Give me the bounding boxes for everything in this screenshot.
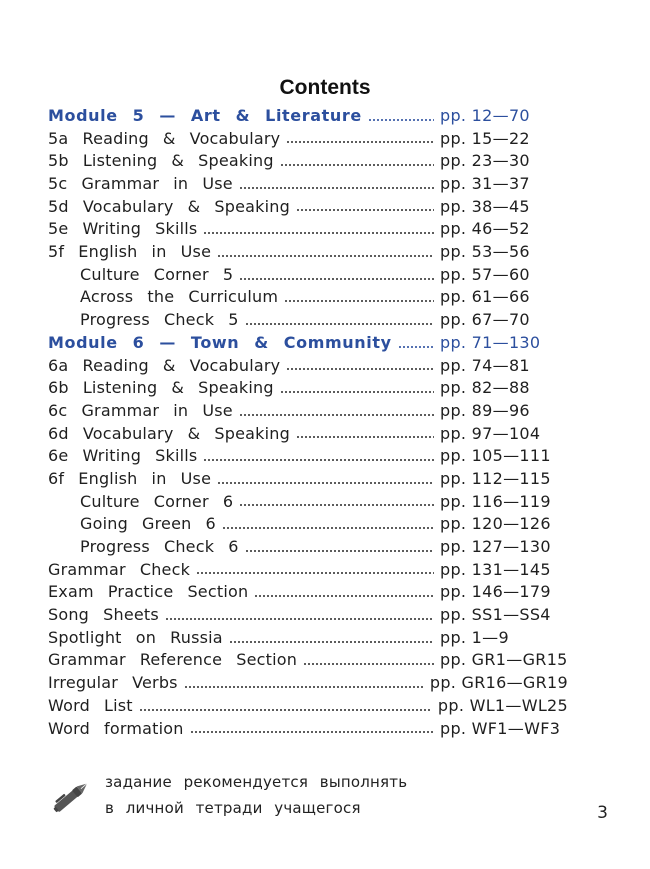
toc-label: Spotlight on Russia xyxy=(48,627,223,647)
toc-label: Module 6 — Town & Community xyxy=(48,332,392,352)
dot-leader xyxy=(217,480,434,486)
toc-row xyxy=(48,196,568,219)
dot-leader xyxy=(296,207,434,213)
toc-label: Across the Curriculum xyxy=(80,287,279,307)
toc-pages: pp. 97—104 xyxy=(440,423,541,443)
toc-row xyxy=(48,513,568,536)
toc-label: 5f English in Use xyxy=(48,242,212,262)
page-number: 3 xyxy=(597,803,608,823)
dot-leader xyxy=(254,593,434,599)
dot-leader xyxy=(280,162,434,168)
toc-label: 5b Listening & Speaking xyxy=(48,151,274,171)
toc-label: 6e Writing Skills xyxy=(48,446,198,466)
toc-row xyxy=(48,423,568,446)
toc-row xyxy=(48,695,568,718)
dot-leader xyxy=(165,616,434,622)
dot-leader xyxy=(280,389,434,395)
toc-pages: pp. 38—45 xyxy=(440,196,530,216)
dot-leader xyxy=(222,525,434,531)
footnote xyxy=(48,770,468,830)
toc-row xyxy=(48,581,568,604)
toc-row xyxy=(48,377,568,400)
toc-label: 5d Vocabulary & Speaking xyxy=(48,196,290,216)
toc-label: Grammar Check xyxy=(48,559,191,579)
dot-leader xyxy=(196,570,434,576)
footnote-line-1: задание рекомендуется выполнять xyxy=(105,773,408,791)
toc-module-row xyxy=(48,332,568,355)
toc-row xyxy=(48,400,568,423)
toc-label: Module 5 — Art & Literature xyxy=(48,105,362,125)
toc-pages: pp. 15—22 xyxy=(440,128,530,148)
dot-leader xyxy=(286,139,434,145)
toc-pages: pp. 46—52 xyxy=(440,219,530,239)
dot-leader xyxy=(303,661,434,667)
toc-row xyxy=(48,468,568,491)
toc-row xyxy=(48,218,568,241)
page-title: Contents xyxy=(279,76,371,99)
toc-label: Grammar Reference Section xyxy=(48,650,298,670)
dot-leader xyxy=(239,276,434,282)
toc-pages: pp. 71—130 xyxy=(440,332,541,352)
toc-label: Exam Practice Section xyxy=(48,582,249,602)
toc-label: 5e Writing Skills xyxy=(48,219,198,239)
toc-label: Culture Corner 5 xyxy=(80,264,234,284)
toc-pages: pp. WF1—WF3 xyxy=(440,718,561,738)
toc-row xyxy=(48,264,568,287)
dot-leader xyxy=(184,684,424,690)
toc-row xyxy=(48,445,568,468)
toc-pages: pp. 74—81 xyxy=(440,355,530,375)
toc-pages: pp. 89—96 xyxy=(440,400,530,420)
toc-row xyxy=(48,604,568,627)
toc-label: Word formation xyxy=(48,718,184,738)
dot-leader xyxy=(190,729,434,735)
toc-row xyxy=(48,241,568,264)
toc-pages: pp. WL1—WL25 xyxy=(437,695,568,715)
toc-pages: pp. 67—70 xyxy=(440,310,530,330)
dot-leader xyxy=(368,117,434,123)
toc-label: 6d Vocabulary & Speaking xyxy=(48,423,290,443)
pen-icon xyxy=(48,774,94,820)
dot-leader xyxy=(245,548,434,554)
toc-row xyxy=(48,287,568,310)
toc-pages: pp. 61—66 xyxy=(440,287,530,307)
dot-leader xyxy=(239,185,434,191)
toc-label: Progress Check 6 xyxy=(80,537,239,557)
dot-leader xyxy=(245,321,434,327)
toc-row xyxy=(48,627,568,650)
toc-pages: pp. 105—111 xyxy=(440,446,551,466)
dot-leader xyxy=(229,639,434,645)
dot-leader xyxy=(139,707,432,713)
dot-leader xyxy=(217,253,434,259)
toc-label: 5c Grammar in Use xyxy=(48,174,233,194)
footnote-line-2: в личной тетради учащегося xyxy=(105,799,361,817)
toc-row xyxy=(48,491,568,514)
toc-pages: pp. GR1—GR15 xyxy=(440,650,568,670)
toc-row xyxy=(48,536,568,559)
toc-row xyxy=(48,128,568,151)
toc-pages: pp. 82—88 xyxy=(440,378,530,398)
toc-pages: pp. 112—115 xyxy=(440,468,551,488)
dot-leader xyxy=(203,457,434,463)
toc-pages: pp. 53—56 xyxy=(440,242,530,262)
toc-row xyxy=(48,309,568,332)
toc-pages: pp. 12—70 xyxy=(440,105,530,125)
toc-pages: pp. 127—130 xyxy=(440,537,551,557)
toc-pages: pp. 120—126 xyxy=(440,514,551,534)
dot-leader xyxy=(286,366,434,372)
toc-row xyxy=(48,355,568,378)
dot-leader xyxy=(239,502,434,508)
toc-pages: pp. SS1—SS4 xyxy=(440,605,551,625)
dot-leader xyxy=(203,230,434,236)
toc-label: Irregular Verbs xyxy=(48,673,178,693)
toc-label: 6a Reading & Vocabulary xyxy=(48,355,281,375)
toc-pages: pp. 116—119 xyxy=(440,491,551,511)
toc-pages: pp. 131—145 xyxy=(440,559,551,579)
toc-module-row xyxy=(48,105,568,128)
dot-leader xyxy=(296,434,434,440)
toc-label: 5a Reading & Vocabulary xyxy=(48,128,281,148)
toc-pages: pp. 1—9 xyxy=(440,627,509,647)
toc-label: Progress Check 5 xyxy=(80,310,239,330)
dot-leader xyxy=(398,344,434,350)
toc-row xyxy=(48,150,568,173)
toc-label: Song Sheets xyxy=(48,605,159,625)
toc-row xyxy=(48,173,568,196)
dot-leader xyxy=(284,298,434,304)
toc-pages: pp. 31—37 xyxy=(440,174,530,194)
dot-leader xyxy=(239,412,434,418)
table-of-contents xyxy=(48,105,568,740)
toc-row xyxy=(48,650,568,673)
toc-label: 6b Listening & Speaking xyxy=(48,378,274,398)
toc-label: Going Green 6 xyxy=(80,514,216,534)
toc-pages: pp. 57—60 xyxy=(440,264,530,284)
toc-row xyxy=(48,672,568,695)
toc-row xyxy=(48,718,568,741)
toc-label: 6c Grammar in Use xyxy=(48,400,233,420)
toc-label: Word List xyxy=(48,695,133,715)
toc-pages: pp. GR16—GR19 xyxy=(429,673,568,693)
toc-pages: pp. 23—30 xyxy=(440,151,530,171)
toc-pages: pp. 146—179 xyxy=(440,582,551,602)
toc-label: 6f English in Use xyxy=(48,468,212,488)
toc-label: Culture Corner 6 xyxy=(80,491,234,511)
toc-row xyxy=(48,559,568,582)
